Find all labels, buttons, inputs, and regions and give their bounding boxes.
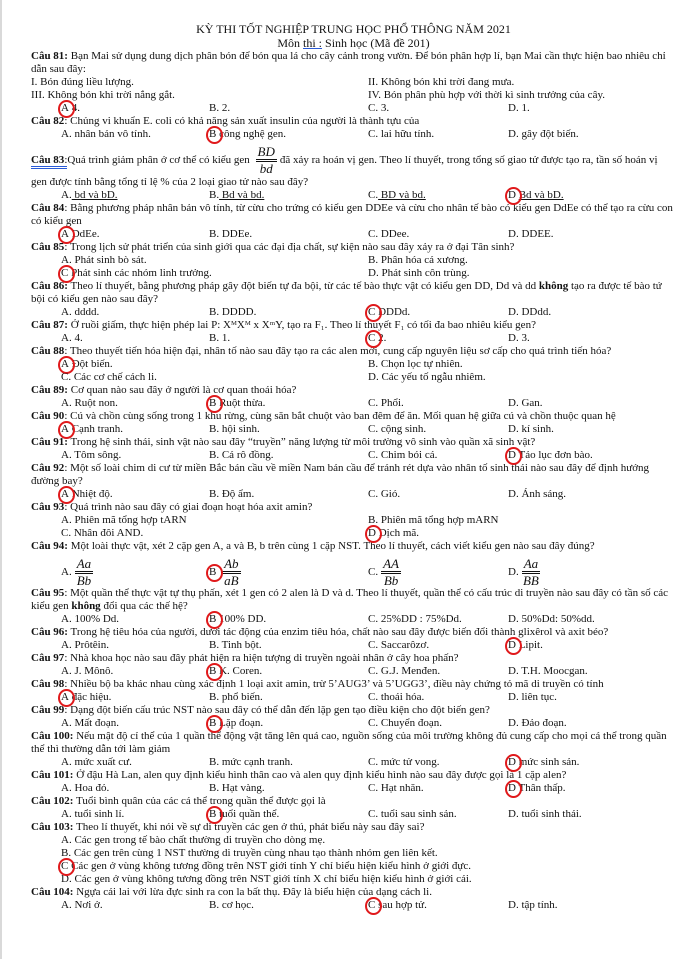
option-c[interactable]: C. Chim bói cá. xyxy=(368,449,438,461)
question-89 xyxy=(31,384,676,397)
question-text: : Nhiều bộ ba khác nhau cùng xác định 1 loại axit amin, trừ 5’AUG3’ và 5’UGG3’, điều này chứng tỏ mã di truyền có tính xyxy=(64,678,604,690)
answer-circle-icon: C xyxy=(61,860,69,872)
options-row xyxy=(31,228,676,241)
options-row xyxy=(31,254,676,267)
question-98 xyxy=(31,678,676,691)
option-d[interactable]: D. 1. xyxy=(508,102,530,114)
subject-rest: Sinh học (Mã đề 201) xyxy=(322,36,430,50)
question-text: Tuổi bình quân của các cá thể trong quần thể được gọi là xyxy=(73,795,326,807)
answer-circle-icon: B xyxy=(209,128,217,140)
option-a[interactable]: A đặc hiệu. xyxy=(61,691,112,703)
option-c[interactable]: C. 3. xyxy=(368,102,390,114)
options-row xyxy=(31,488,676,501)
option-b[interactable]: B Lặp đoạn. xyxy=(209,717,264,729)
question-text: Theo lí thuyết, khi nói về sự di truyền các gen ở thú, phát biểu này sau đây sai? xyxy=(73,821,425,833)
question-text: Trong hệ tiêu hóa của người, dưới tác động của enzim tiêu hóa, chất nào sau đây được biến đổi thành glixêrol và axit béo? xyxy=(67,626,609,638)
question-text: Ngựa cái lai với lừa đực sinh ra con la bất thụ. Đây là biểu hiện của dạng cách li. xyxy=(73,886,432,898)
answer-circle-icon: B xyxy=(209,397,217,409)
question-text: đã xảy ra hoán vị gen. Theo lí thuyết, trong tổng số giao tử được tạo ra, tần số hoán vị gen được tính bằng tổng tỉ lệ % của 2 loại giao tử nào sau đây? xyxy=(31,154,658,188)
options-row xyxy=(31,449,676,462)
answer-circle-icon: A xyxy=(61,423,69,435)
options-row xyxy=(31,102,676,115)
question-number: Câu 98 xyxy=(31,678,65,690)
statement: III. Không bón khi trời nắng gắt. xyxy=(31,89,175,101)
options-row xyxy=(31,423,676,436)
question-86: Câu 86: Theo lí thuyết, bằng phương pháp gây đột biến tự đa bội, từ các tế bào thực vật có kiểu gen DD, Dd và dd không tạo ra được tế bào tứ bội có kiểu gen nào sau đây? xyxy=(31,280,662,305)
options-row xyxy=(31,527,676,540)
question-83: Câu 83:Quá trình giảm phân ở cơ thể có kiểu gen $\frac{BD}{bd}$ đã xảy ra hoán vị gen. Theo lí thuyết, trong tổng số giao tử được tạo ra, tần số hoán vị gen được tính bằng tổng tỉ lệ % của 2 loại giao tử nào sau đây? xyxy=(31,144,658,188)
question-number: Câu 101: xyxy=(31,769,74,781)
subject-prefix: Môn xyxy=(277,36,303,50)
answer-circle-icon: B xyxy=(209,717,217,729)
options-row xyxy=(31,306,676,319)
question-text: Cơ quan nào sau đây ở người là cơ quan thoái hóa? xyxy=(67,384,297,396)
question-82 xyxy=(31,115,676,128)
question-number: Câu 100: xyxy=(31,730,74,742)
option-d[interactable]: D. 50%Dd: 50%dd. xyxy=(508,613,595,625)
option-b[interactable]: B. Cá rô đồng. xyxy=(209,449,274,461)
question-text: : Một số loài chim di cư từ miền Bắc bán cầu về miền Nam bán cầu để tránh rét dựa vào nhân tố sinh thái nào sau đây để định hướng đường bay? xyxy=(31,462,650,487)
question-104 xyxy=(31,886,676,899)
answer-circle-icon: D xyxy=(508,756,516,768)
question-text: : Nhà khoa học nào sau đây phát hiện ra hiện tượng di truyền ngoài nhân ở cây hoa phấn? xyxy=(64,652,459,664)
question-text: Một loài thực vật, xét 2 cặp gen A, a và B, b trên cùng 1 cặp NST. Theo lí thuyết, cách viết kiểu gen nào sau đây đúng? xyxy=(67,540,595,552)
statement-row xyxy=(31,76,676,89)
question-100 xyxy=(31,730,676,756)
question-number: Câu 83 xyxy=(31,154,64,169)
option-a[interactable]: A. 100% Dd. xyxy=(61,613,120,625)
option-a[interactable]: A. 4. xyxy=(61,332,83,344)
option-c[interactable]: C. DDee. xyxy=(368,228,410,240)
option-d[interactable]: D. Các gen ở vùng không tương đồng trên NST giới tính X chỉ biểu hiện kiểu hình ở giới cái. xyxy=(61,873,472,885)
question-87 xyxy=(31,319,676,332)
option-b[interactable]: B. Bd và bd. xyxy=(209,189,265,201)
option-b[interactable]: B. Độ ẩm. xyxy=(209,488,255,500)
options-row xyxy=(31,128,676,141)
option-c[interactable]: C. mức tử vong. xyxy=(368,756,440,768)
option-b[interactable]: B K. Coren. xyxy=(209,665,263,677)
subject-underlined: thi : xyxy=(303,36,323,50)
option-b[interactable]: B. phổ biến. xyxy=(209,691,263,703)
option-d[interactable]: D. Phát sinh côn trùng. xyxy=(368,267,470,279)
question-text: : Quá trình nào sau đây có giai đoạn hoạt hóa axit amin? xyxy=(64,501,313,513)
page-edge xyxy=(0,0,2,959)
option-a[interactable]: A Nhiệt độ. xyxy=(61,488,113,500)
option-d[interactable]: D. $\frac{Aa}{BB}$ xyxy=(508,556,539,588)
question-number: Câu 94: xyxy=(31,540,68,552)
option-c[interactable]: C. 25%DD : 75%Dd. xyxy=(368,613,462,625)
option-d[interactable]: D. liên tục. xyxy=(508,691,557,703)
question-text: : Chủng vi khuẩn E. coli có khả năng sản xuất insulin của người là thành tựu của xyxy=(64,115,420,127)
option-b[interactable]: B. cơ học. xyxy=(209,899,254,911)
question-text: : Cú và chồn cùng sống trong 1 khu rừng, cùng săn bắt chuột vào ban đêm để ăn. Mối quan hệ giữa cú và chồn thuộc quan hệ xyxy=(64,410,616,422)
option-b[interactable]: B. Phiên mã tổng hợp mARN xyxy=(368,514,499,526)
option-a[interactable]: A. Mất đoạn. xyxy=(61,717,120,729)
options-row xyxy=(31,756,676,769)
option-b[interactable]: B tuổi quần thể. xyxy=(209,808,280,820)
option-d[interactable]: D. tuổi sinh thái. xyxy=(508,808,582,820)
option-c[interactable]: C. $\frac{AA}{Bb}$ xyxy=(368,556,399,588)
question-90 xyxy=(31,410,676,423)
question-text: Bạn Mai sử dụng dung dịch phân bón để bón qua lá cho cây cảnh trong vườn. Để bón phân hợp lí, bạn Mai cần thực hiện bao nhiêu chỉ dẫn sau đây: xyxy=(31,50,666,75)
answer-circle-icon: A xyxy=(61,228,69,240)
option-a[interactable]: A. bd và bD. xyxy=(61,189,118,201)
option-d[interactable]: D. tập tính. xyxy=(508,899,558,911)
option-b[interactable]: B. 1. xyxy=(209,332,231,344)
question-92 xyxy=(31,462,676,488)
statement: IV. Bón phân phù hợp với thời kì sinh trưởng của cây. xyxy=(368,89,605,101)
options-row xyxy=(31,371,676,384)
answer-circle-icon: C xyxy=(368,899,376,911)
options-row xyxy=(31,899,676,912)
question-number: Câu 89: xyxy=(31,384,68,396)
question-text: Nếu mật độ cỉ thể của 1 quần thể động vật tăng lên quá cao, nguồn sống của môi trường không đủ cung cấp cho mọi cá thể trong quần thể thì thường dẫn tới làm giảm xyxy=(31,730,667,755)
option-a[interactable]: A. mức xuất cư. xyxy=(61,756,132,768)
question-number: Câu 86: xyxy=(31,280,68,292)
exam-page xyxy=(31,22,676,912)
option-c[interactable]: C. Hạt nhăn. xyxy=(368,782,424,794)
answer-circle-icon: A xyxy=(61,358,69,370)
option-a[interactable]: A Đột biến. xyxy=(61,358,113,370)
option-b[interactable]: B 100% DD. xyxy=(209,613,267,625)
question-number: Câu 85 xyxy=(31,241,65,253)
option-a[interactable]: A. Prôtêin. xyxy=(61,639,109,651)
question-text: : Theo thuyết tiến hóa hiện đại, nhân tố nào sau đây tạo ra các alen mới, cung cấp nguyên liệu sơ cấp cho quá trình tiến hóa? xyxy=(64,345,612,357)
option-c[interactable]: C. G.J. Menđen. xyxy=(368,665,441,677)
option-c[interactable]: C DDDd. xyxy=(368,306,411,318)
option-d[interactable]: D mức sinh sản. xyxy=(508,756,580,768)
option-a[interactable]: A. Ruột non. xyxy=(61,397,118,409)
answer-circle-icon: A xyxy=(61,102,69,114)
option-c[interactable]: C Phát sinh các nhóm linh trưởng. xyxy=(61,267,212,279)
question-text: : Bằng phương pháp nhân bản vô tính, từ cừu cho trứng có kiểu gen DDEe và cừu cho nhân tế bào có kiểu gen DdEe có thể tạo ra cừu con có kiểu gen xyxy=(31,202,673,227)
option-b[interactable]: B. 2. xyxy=(209,102,231,114)
options-row xyxy=(31,189,676,202)
option-b[interactable]: B $\frac{Ab}{aB}$ xyxy=(209,556,239,588)
option-b[interactable]: B. Phân hóa cá xương. xyxy=(368,254,468,266)
question-84 xyxy=(31,202,676,228)
question-number: Câu 81: xyxy=(31,50,68,62)
option-a[interactable]: A. J. Mônô. xyxy=(61,665,114,677)
answer-circle-icon: C xyxy=(368,306,376,318)
question-number: Câu 87: xyxy=(31,319,68,331)
option-c[interactable]: C. Gió. xyxy=(368,488,401,500)
answer-circle-icon: B xyxy=(209,613,217,625)
option-c[interactable]: C Các gen ở vùng không tương đồng trên NST giới tính Y chỉ biểu hiện kiểu hình ở giới đực. xyxy=(61,860,471,872)
answer-circle-icon: D xyxy=(368,527,376,539)
option-b[interactable]: B. Chọn lọc tự nhiên. xyxy=(368,358,463,370)
statement: II. Không bón khi trời đang mưa. xyxy=(368,76,515,88)
question-91 xyxy=(31,436,676,449)
question-number: Câu 93 xyxy=(31,501,65,513)
option-a[interactable]: A Cạnh tranh. xyxy=(61,423,124,435)
statement: I. Bón đúng liều lượng. xyxy=(31,76,134,88)
options-row xyxy=(31,514,676,527)
answer-circle-icon: B xyxy=(209,665,217,677)
question-number: Câu 102: xyxy=(31,795,74,807)
statement-row xyxy=(31,89,676,102)
exam-subtitle xyxy=(31,36,676,50)
answer-circle-icon: A xyxy=(61,691,69,703)
option-d[interactable]: D. Ánh sáng. xyxy=(508,488,567,500)
options-row xyxy=(31,691,676,704)
option-d[interactable]: D. Gan. xyxy=(508,397,543,409)
option-c[interactable]: C. Saccarôzơ. xyxy=(368,639,430,651)
options-row xyxy=(31,782,676,795)
option-a[interactable]: A 4. xyxy=(61,102,80,114)
options-row xyxy=(31,639,676,652)
question-88 xyxy=(31,345,676,358)
question-number: Câu 84 xyxy=(31,202,65,214)
option-a[interactable]: A. Tôm sông. xyxy=(61,449,122,461)
answer-circle-icon: D xyxy=(508,189,516,201)
question-number: Câu 90 xyxy=(31,410,65,422)
option-a[interactable]: A. Các gen trong tế bào chất thường di truyền cho dòng mẹ. xyxy=(61,834,326,846)
question-99 xyxy=(31,704,676,717)
answer-circle-icon: C xyxy=(368,332,376,344)
option-c[interactable]: C. Chuyển đoạn. xyxy=(368,717,442,729)
option-c[interactable]: C sau hợp tử. xyxy=(368,899,427,911)
question-number: Câu 82 xyxy=(31,115,65,127)
question-number: Câu 104: xyxy=(31,886,74,898)
options-row xyxy=(31,717,676,730)
option-a[interactable]: A. Hoa đỏ. xyxy=(61,782,110,794)
question-text: : Trong lịch sử phát triển của sinh giới qua các đại địa chất, sự kiện nào sau đây xảy ra ở đại Tân sinh? xyxy=(64,241,515,253)
option-d[interactable]: D Thân thấp. xyxy=(508,782,566,794)
exam-title: KỲ THI TỐT NGHIỆP TRUNG HỌC PHỔ THÔNG NĂM 2021 xyxy=(196,22,511,36)
option-d[interactable]: D Bd và bD. xyxy=(508,189,564,201)
question-102 xyxy=(31,795,676,808)
options-row xyxy=(31,808,676,821)
question-number: Câu 91: xyxy=(31,436,68,448)
option-a[interactable]: A. $\frac{Aa}{Bb}$ xyxy=(61,556,92,588)
option-b[interactable]: B. Tinh bột. xyxy=(209,639,262,651)
question-101 xyxy=(31,769,676,782)
option-b[interactable]: B. DDDD. xyxy=(209,306,257,318)
question-number: Câu 96: xyxy=(31,626,68,638)
option-c[interactable]: C. Nhân đôi AND. xyxy=(61,527,144,539)
question-95: Câu 95: Một quần thể thực vật tự thụ phấn, xét 1 gen có 2 alen là D và d. Theo lí thuyết, quần thể có cấu trúc di truyền nào sau đây có tần số các kiểu gen không đổi qua các thế hệ? xyxy=(31,587,669,612)
option-b[interactable]: B công nghệ gen. xyxy=(209,128,286,140)
option-c[interactable]: C 2. xyxy=(368,332,387,344)
option-b[interactable]: B. Hạt vàng. xyxy=(209,782,265,794)
options-row xyxy=(31,665,676,678)
option-b[interactable]: B Ruột thừa. xyxy=(209,397,266,409)
option-d[interactable]: D. T.H. Moocgan. xyxy=(508,665,588,677)
question-number: Câu 97 xyxy=(31,652,65,664)
option-c[interactable]: C. Phổi. xyxy=(368,397,404,409)
question-103 xyxy=(31,821,676,834)
question-text: Trong hệ sinh thái, sinh vật nào sau đây “truyền” năng lượng từ môi trường vô sinh vào quần xã sinh vật? xyxy=(67,436,536,448)
question-85 xyxy=(31,241,676,254)
question-93 xyxy=(31,501,676,514)
question-number: Câu 99 xyxy=(31,704,65,716)
question-text: Ở ruồi giấm, thực hiện phép lai P: XᴹXᴹ x XᵐY, tạo ra F₁. Theo lí thuyết F₁ có tối đa bao nhiêu kiểu gen? xyxy=(67,319,536,331)
question-94 xyxy=(31,540,676,553)
option-c[interactable]: C. thoái hóa. xyxy=(368,691,425,703)
answer-circle-icon: A xyxy=(61,488,69,500)
option-a[interactable]: A. nhân bản vô tính. xyxy=(61,128,151,140)
option-c[interactable]: C. BD và bd. xyxy=(368,189,426,201)
question-number: Câu 92 xyxy=(31,462,65,474)
options-row xyxy=(31,553,676,587)
genotype-fraction: $\frac{BD}{bd}$ xyxy=(257,144,275,176)
question-number: Câu 103: xyxy=(31,821,74,833)
options-row xyxy=(31,613,676,626)
option-d[interactable]: D. DDEE. xyxy=(508,228,554,240)
option-d[interactable]: D. kí sinh. xyxy=(508,423,554,435)
answer-circle-icon: D xyxy=(508,782,516,794)
options-row xyxy=(31,332,676,345)
question-number: Câu 88 xyxy=(31,345,65,357)
option-a[interactable]: A DdEe. xyxy=(61,228,100,240)
option-a[interactable]: A. Nơi ở. xyxy=(61,899,103,911)
option-d[interactable]: D. DDdd. xyxy=(508,306,552,318)
option-a[interactable]: A. Phát sinh bò sát. xyxy=(61,254,147,266)
question-text: : Dạng đột biến cấu trúc NST nào sau đây có thể dẫn đến lặp gen tạo điều kiện cho đột biến gen? xyxy=(64,704,490,716)
answer-circle-icon: B xyxy=(209,808,217,820)
question-text: Ở đậu Hà Lan, alen quy định kiểu hình thân cao và alen quy định kiểu hình nào sau đây được gọi là 1 cặp alen? xyxy=(73,769,567,781)
option-d[interactable]: D Lipit. xyxy=(508,639,543,651)
option-c[interactable]: C. tuổi sau sinh sản. xyxy=(368,808,457,820)
option-b[interactable]: B. DDEe. xyxy=(209,228,253,240)
question-81 xyxy=(31,50,676,76)
option-d[interactable]: D. Đảo đoạn. xyxy=(508,717,567,729)
option-c[interactable]: C. cộng sinh. xyxy=(368,423,427,435)
option-d[interactable]: D. Các yếu tố ngẫu nhiêm. xyxy=(368,371,486,383)
options-row xyxy=(31,397,676,410)
answer-circle-icon: D xyxy=(508,449,516,461)
question-text: Quá trình giảm phân ở cơ thể có kiểu gen xyxy=(67,154,253,167)
option-a[interactable]: A. dddd. xyxy=(61,306,100,318)
option-d[interactable]: D Tảo lục đơn bào. xyxy=(508,449,593,461)
option-b[interactable]: B. hội sinh. xyxy=(209,423,260,435)
question-97 xyxy=(31,652,676,665)
answer-circle-icon: C xyxy=(61,267,69,279)
option-a[interactable]: A. Phiên mã tổng hợp tARN xyxy=(61,514,187,526)
options-row xyxy=(31,267,676,280)
option-d[interactable]: D. 3. xyxy=(508,332,530,344)
answer-circle-icon: D xyxy=(508,639,516,651)
answer-circle-icon: B xyxy=(209,566,217,579)
option-b[interactable]: B. Các gen trên cùng 1 NST thường di truyền cùng nhau tạo thành nhóm gen liên kết. xyxy=(61,847,438,859)
option-a[interactable]: A. tuổi sinh lí. xyxy=(61,808,125,820)
option-d[interactable]: D Dịch mã. xyxy=(368,527,420,539)
option-c[interactable]: C. Các cơ chế cách li. xyxy=(61,371,157,383)
option-d[interactable]: D. gây đột biến. xyxy=(508,128,579,140)
question-96 xyxy=(31,626,676,639)
option-b[interactable]: B. mức cạnh tranh. xyxy=(209,756,293,768)
options-row xyxy=(31,358,676,371)
option-c[interactable]: C. lai hữu tính. xyxy=(368,128,435,140)
question-number: Câu 95 xyxy=(31,587,65,599)
